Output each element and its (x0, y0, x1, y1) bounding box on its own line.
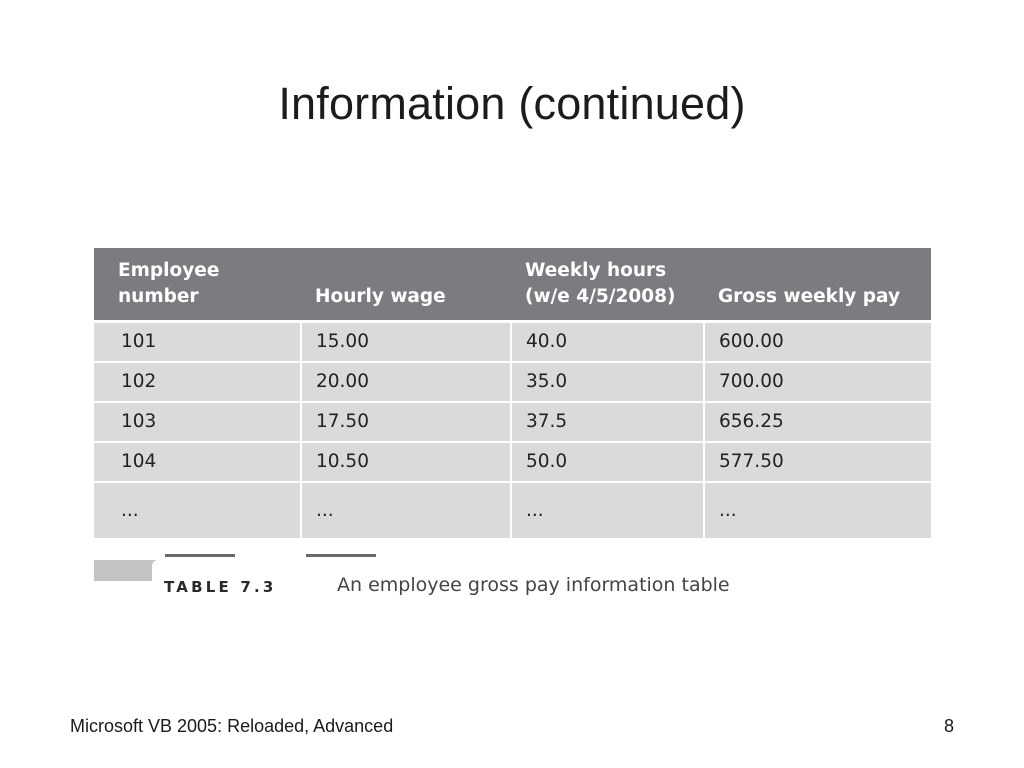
table-cell: 102 (94, 362, 301, 402)
table-cell: ... (704, 482, 931, 538)
table-caption-text: An employee gross pay information table (337, 573, 730, 596)
table-cell: ... (94, 482, 301, 538)
column-header-hourly-wage: Hourly wage (301, 248, 511, 322)
table-cell: 600.00 (704, 322, 931, 362)
table-cell: 17.50 (301, 402, 511, 442)
employee-pay-table (94, 248, 931, 538)
caption-accent-mark (306, 554, 376, 557)
column-header-gross-weekly-pay: Gross weekly pay (704, 248, 931, 322)
table-cell: 37.5 (511, 402, 704, 442)
footer-course-title: Microsoft VB 2005: Reloaded, Advanced (70, 716, 394, 736)
table-caption-label: TABLE 7.3 (164, 577, 277, 596)
table-cell: 15.00 (301, 322, 511, 362)
column-header-employee-number: Employee number (94, 248, 301, 322)
table-cell: ... (511, 482, 704, 538)
table-row (94, 322, 931, 362)
table-cell: 700.00 (704, 362, 931, 402)
table-row (94, 362, 931, 402)
table-cell: 104 (94, 442, 301, 482)
table-header-row (94, 248, 931, 322)
column-header-weekly-hours: Weekly hours (w/e 4/5/2008) (511, 248, 704, 322)
table-row (94, 442, 931, 482)
table-cell: 10.50 (301, 442, 511, 482)
caption-accent-mark (165, 554, 235, 557)
table-figure (94, 248, 931, 596)
table-cell: 103 (94, 402, 301, 442)
caption-area (94, 554, 931, 596)
table-cell: 20.00 (301, 362, 511, 402)
slide-title: Information (continued) (278, 78, 746, 129)
table-cell: 101 (94, 322, 301, 362)
table-cell: 577.50 (704, 442, 931, 482)
table-row (94, 402, 931, 442)
table-cell: 50.0 (511, 442, 704, 482)
table-cell: 35.0 (511, 362, 704, 402)
table-cell: 40.0 (511, 322, 704, 362)
slide-page-number: 8 (943, 716, 954, 736)
table-row (94, 482, 931, 538)
table-cell: ... (301, 482, 511, 538)
table-cell: 656.25 (704, 402, 931, 442)
